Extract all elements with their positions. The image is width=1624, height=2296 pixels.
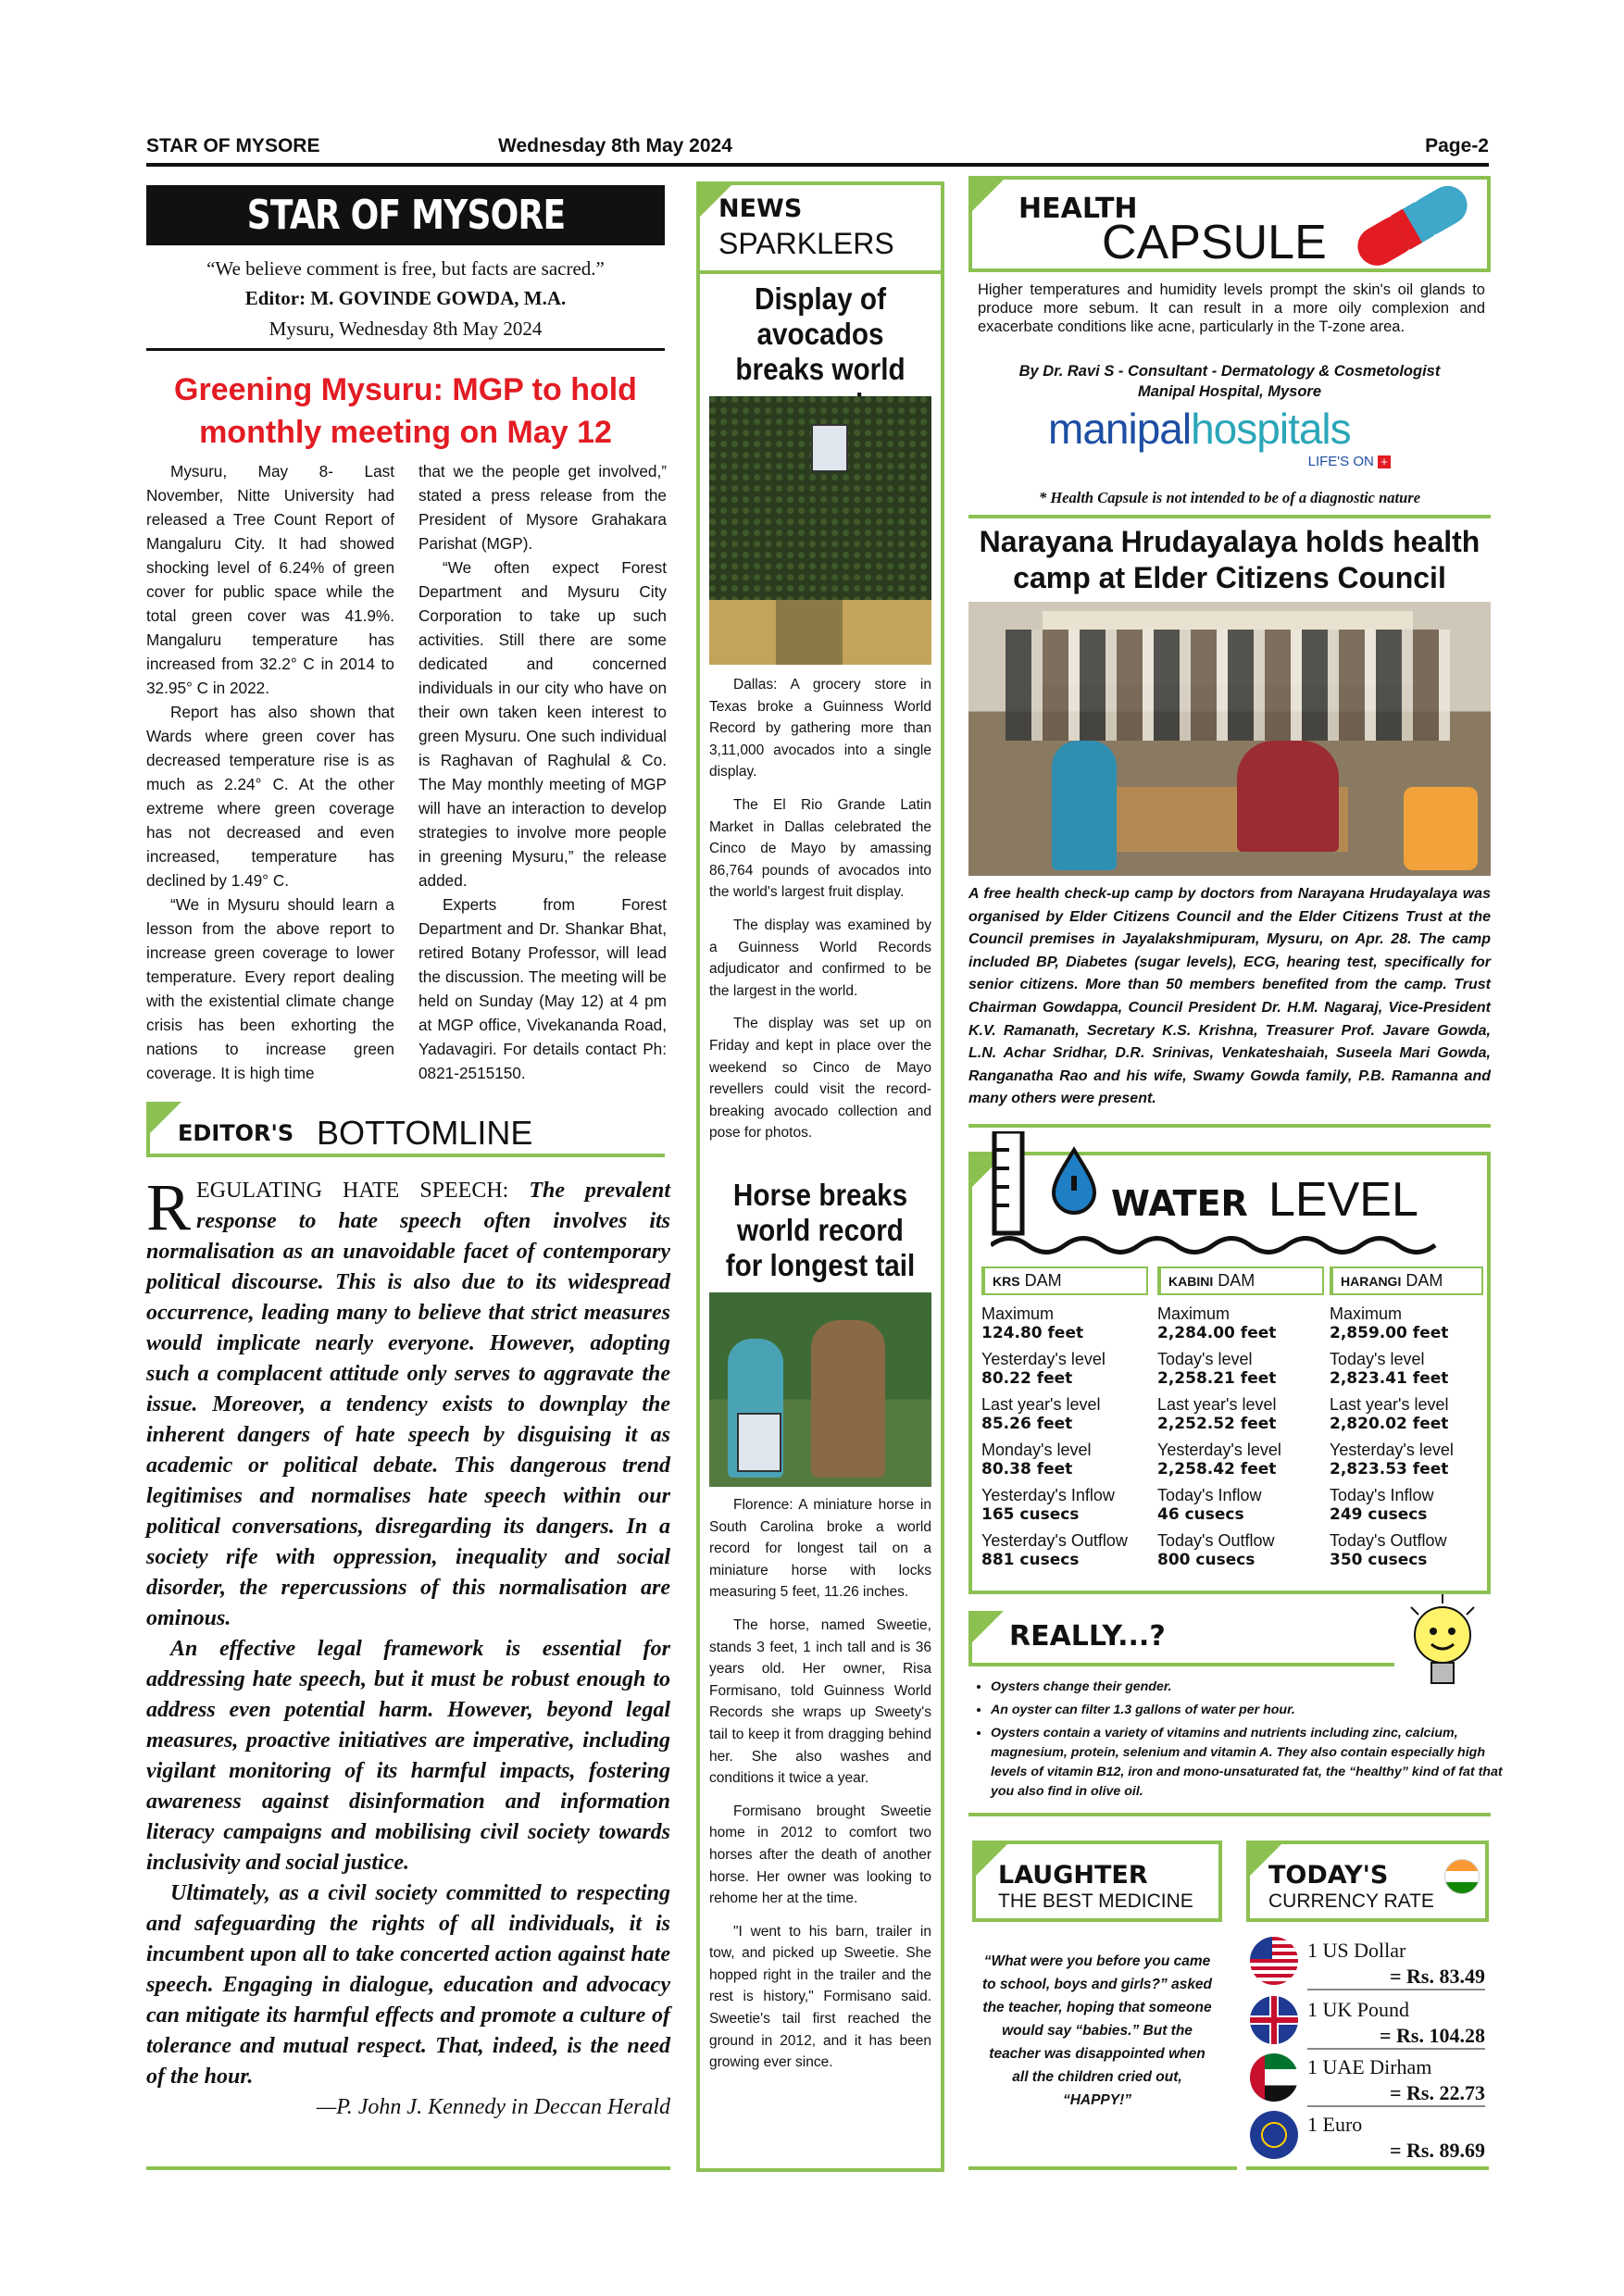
dam-harangi-dam: DAM <box>1405 1271 1443 1290</box>
dam-harangi-name: HARANGI <box>1341 1274 1402 1289</box>
kabini-today-value: 2,258.21 feet <box>1157 1369 1277 1388</box>
horse-story-text <box>709 1494 931 2074</box>
really-rule <box>968 1813 1491 1816</box>
lead-col1-para: Mysuru, May 8- Last November, Nitte University had released a Tree Count Report of Mangaluru City. It had showed shocking level of 6.24% of green cover for public space while the total green cover was 41.9%. Mangaluru temperature has increased from 32.2° C in 2014 to 32.95° C in 2022. <box>146 462 394 697</box>
lead-col1-para: “We in Mysuru should learn a lesson from the above report to increase green coverage to lower temperature. Every report dealing with the existential climate change crisis has been exhorting the nations to increase green coverage. It is high time <box>146 895 394 1082</box>
kabini-max-label: Maximum <box>1157 1304 1230 1323</box>
rate-eur-unit: 1 Euro <box>1307 2113 1363 2136</box>
bottomline-credit: —P. John J. Kennedy in Deccan Herald <box>316 2095 670 2119</box>
bottomline-para-1 <box>146 1170 670 1634</box>
harangi-today-value: 2,823.41 feet <box>1330 1369 1449 1388</box>
avocado-photo <box>709 396 931 665</box>
harangi-lastyear-value: 2,820.02 feet <box>1330 1415 1449 1433</box>
really-label-box <box>968 1611 1394 1666</box>
orange-chair <box>1404 787 1478 870</box>
water-label-bold: WATER <box>1111 1183 1248 1224</box>
bottomline-para-2: An effective legal framework is essential for addressing hate speech, but it must be robust enough to address even potential harm. However, beyond legal measures, proactive initiatives are imperative, including vigilant monitoring of its harmful impacts, fostering awareness against disinformation and information literacy campaigns and mobilising civil society towards inclusivity and social justice. <box>146 1637 670 1875</box>
kabini-yesterday-value: 2,258.42 feet <box>1157 1460 1277 1479</box>
masthead-banner <box>146 185 665 245</box>
kabini-max-value: 2,284.00 feet <box>1157 1324 1277 1342</box>
health-label-bold: HEALTH <box>1018 193 1138 225</box>
bottomline-label-bold: EDITOR'S <box>178 1120 294 1146</box>
masthead-rule <box>146 348 665 351</box>
krs-max-value: 124.80 feet <box>981 1324 1084 1342</box>
kabini-inflow-label: Today's Inflow <box>1157 1486 1262 1504</box>
health-label-box <box>968 176 1491 272</box>
currency-label-bold: TODAY'S <box>1268 1861 1389 1890</box>
kabini-today-label: Today's level <box>1157 1350 1253 1368</box>
really-fact: • Oysters contain a variety of vitamins and nutrients including zinc, calcium, magnesium, protein, selenium and vitamin A. They also contain especially high levels of vitamin B12, iron and mono-unsaturated fat, the “healthy” kind of fat that you also find in olive oil. <box>991 1724 1513 1802</box>
harangi-max-label: Maximum <box>1330 1304 1403 1323</box>
rate-usd-unit: 1 US Dollar <box>1307 1939 1406 1962</box>
us-flag-icon <box>1250 1937 1298 1985</box>
horse-figure <box>811 1320 885 1478</box>
health-byline-1: By Dr. Ravi S - Consultant - Dermatology & Cosmetologist <box>1018 363 1441 380</box>
manipal-logo-a: manipal <box>1048 405 1192 453</box>
uae-flag-icon <box>1250 2053 1298 2102</box>
avocado-crates <box>709 600 931 665</box>
plus-icon: + <box>1378 455 1391 468</box>
lead-col1-para: Report has also shown that Wards where green cover has decreased temperature rise is as much as 2.24° C. At the other extreme where green coverage has not decreased and even increased, temperature has declined by 1.49° C. <box>146 703 394 890</box>
header-page-number: Page-2 <box>1425 135 1489 156</box>
harangi-inflow-value: 249 cusecs <box>1330 1505 1428 1524</box>
krs-inflow-label: Yesterday's Inflow <box>981 1486 1115 1504</box>
harangi-lastyear-label: Last year's level <box>1330 1395 1449 1414</box>
rate-aed-unit: 1 UAE Dirham <box>1307 2055 1432 2078</box>
dam-kabini-dam: DAM <box>1218 1271 1255 1290</box>
uk-flag-icon <box>1250 1996 1298 2044</box>
dam-kabini-name: KABINI <box>1168 1274 1214 1289</box>
rate-aed-value: = Rs. 22.73 <box>1307 2081 1485 2107</box>
harangi-outflow-value: 350 cusecs <box>1330 1551 1428 1569</box>
krs-max-label: Maximum <box>981 1304 1055 1323</box>
rate-gbp-value: = Rs. 104.28 <box>1307 2024 1485 2050</box>
harangi-yesterday-label: Yesterday's level <box>1330 1441 1454 1459</box>
laughter-rule <box>968 2166 1237 2170</box>
bottomline-body <box>146 1170 670 2123</box>
manipal-logo-tag <box>1308 454 1391 469</box>
health-rule <box>968 515 1491 518</box>
dam-harangi-header <box>1330 1267 1483 1295</box>
dam-krs-name: KRS <box>993 1274 1020 1289</box>
avocado-para: The El Rio Grande Latin Market in Dallas celebrated the Cinco de Mayo by amassing 86,764 pounds of avocados into the world's largest fruit display. <box>709 796 931 901</box>
bottomline-lead-in: EGULATING HATE SPEECH: <box>196 1179 509 1203</box>
dam-krs-dam: DAM <box>1024 1271 1062 1290</box>
horse-photo <box>709 1292 931 1487</box>
harangi-today-label: Today's level <box>1330 1350 1425 1368</box>
avocado-headline: Display of avocados breaks world <box>735 281 906 386</box>
bottomline-dropcap: R <box>146 1170 192 1244</box>
harangi-inflow-label: Today's Inflow <box>1330 1486 1434 1504</box>
krs-lastyear-value: 85.26 feet <box>981 1415 1073 1433</box>
lead-column-1 <box>146 459 394 1085</box>
currency-label-box <box>1246 1841 1489 1922</box>
dam-kabini-column <box>1157 1267 1324 1577</box>
water-gauge-icon <box>981 1131 1130 1242</box>
india-flag-icon <box>1444 1859 1480 1894</box>
kabini-lastyear-label: Last year's level <box>1157 1395 1277 1414</box>
nurse-figure <box>1052 741 1117 870</box>
manipal-logo <box>1048 404 1418 478</box>
krs-monday-value: 80.38 feet <box>981 1460 1073 1479</box>
sparklers-label-light: SPARKLERS <box>718 227 894 260</box>
health-label-light: CAPSULE <box>1102 216 1327 269</box>
horse-para: The horse, named Sweetie, stands 3 feet, 1 inch tall and is 36 years old. Her owner, Risa Formisano, told Guinness World Records she wraps up Sweety's tail to keep it from dragging behind her. She also washes and conditions it twice a year. <box>709 1616 931 1787</box>
sparklers-label-bold: NEWS <box>718 194 803 223</box>
narayana-caption: A free health check-up camp by doctors from Narayana Hrudayalaya was organised by Elder Citizens Council and the Elder Citizens Trust at the Council premises in Jayalakshmipuram, Mysuru, on Apr. 28. The camp included BP, Diabetes (sugar levels), ECG, hearing test, specifically for senior citizens. More than 50 members benefited from the camp. Trust Chairman Gowdappa, Council President Dr. H.M. Nagaraj, Vice-President K.V. Ramanath, Secretary K.S. Krishna, Treasurer Prof. Javare Gowda, L.N. Achar Sridhar, D.R. Srinivas, Venkateshaiah, Suseela Mari Gowda, Ranganatha Rao and his wife, Swamy Gowda family, P.B. Ramanna and many others were present. <box>968 886 1491 1107</box>
page-header <box>146 135 1489 167</box>
standing-group <box>1006 630 1450 741</box>
health-corner-tab <box>972 180 1004 211</box>
manipal-tag-text: LIFE'S ON <box>1307 454 1374 469</box>
rate-gbp-unit: 1 UK Pound <box>1307 1998 1410 2021</box>
harangi-yesterday-value: 2,823.53 feet <box>1330 1460 1449 1479</box>
lead-headline: Greening Mysuru: MGP to hold monthly meeting on May 12 <box>174 372 637 450</box>
dam-kabini-header <box>1157 1267 1324 1295</box>
horse-para: "I went to his barn, trailer in tow, and picked up Sweetie. She hopped right in the trailer and the rest is history," Formisano said. Sweetie's tail first reached the ground in 2012, and it has been growing ever since. <box>709 1923 931 2071</box>
header-date: Wednesday 8th May 2024 <box>498 135 732 156</box>
capsule-pill-icon <box>1343 183 1481 267</box>
eu-flag-icon <box>1250 2111 1298 2159</box>
manipal-logo-b: hospitals <box>1191 405 1351 453</box>
sparklers-label-rule <box>700 270 941 274</box>
harangi-outflow-label: Today's Outflow <box>1330 1531 1447 1550</box>
lead-col2-para: Experts from Forest Department and Dr. Shankar Bhat, retired Botany Professor, will lead the discussion. The meeting will be held on Sunday (May 12) at 4 pm at MGP office, Vivekananda Road, Yadavagiri. For details contact Ph: 0821-2515150. <box>418 895 667 1082</box>
really-fact-list <box>968 1678 1513 1802</box>
kabini-inflow-value: 46 cusecs <box>1157 1505 1244 1524</box>
krs-lastyear-label: Last year's level <box>981 1395 1101 1414</box>
patient-figure <box>1237 741 1339 852</box>
currency-label-light: CURRENCY RATE <box>1268 1890 1434 1912</box>
krs-yesterday-value: 80.22 feet <box>981 1369 1073 1388</box>
kabini-lastyear-value: 2,252.52 feet <box>1157 1415 1277 1433</box>
lead-col2-para: that we the people get involved,” stated a press release from the President of Mysore Grahakara Parishat (MGP). <box>418 462 667 553</box>
bottomline-para-3: Ultimately, as a civil society committed to respecting and safeguarding the rights of all individuals, it is incumbent upon all to take concerted action against hate speech. Engaging in dialogue, education and advocacy can mitigate its harmful effects and promote a culture of tolerance and mutual respect. That, indeed, is the need of the hour. <box>146 1881 670 2089</box>
dam-krs-header <box>981 1267 1148 1295</box>
really-fact: • Oysters change their gender. <box>991 1678 1513 1697</box>
krs-outflow-label: Yesterday's Outflow <box>981 1531 1128 1550</box>
currency-rule <box>1246 2166 1489 2170</box>
kabini-outflow-value: 800 cusecs <box>1157 1551 1255 1569</box>
water-waves-icon <box>991 1227 1454 1264</box>
avocado-story-text <box>709 674 931 1144</box>
header-paper-name: STAR OF MYSORE <box>146 135 320 156</box>
water-label-light: LEVEL <box>1268 1173 1418 1227</box>
krs-inflow-value: 165 cusecs <box>981 1505 1080 1524</box>
guinness-certificate-icon <box>737 1413 781 1472</box>
bottomline-rule <box>146 2166 670 2170</box>
krs-monday-label: Monday's level <box>981 1441 1092 1459</box>
really-corner-tab <box>972 1611 1004 1642</box>
narayana-photo <box>968 602 1491 876</box>
health-text: Higher temperatures and humidity levels prompt the skin's oil glands to produce more sebum. It can result in a more oily complexion and exacerbate conditions like acne, particularly in the T-zone area. <box>978 281 1485 335</box>
dam-harangi-column <box>1330 1267 1483 1577</box>
rate-usd-value: = Rs. 83.49 <box>1307 1965 1485 1990</box>
harangi-max-value: 2,859.00 feet <box>1330 1324 1449 1342</box>
health-disclaimer: * Health Capsule is not intended to be of a diagnostic nature <box>1038 489 1421 506</box>
masthead-motto: “We believe comment is free, but facts are sacred.” <box>206 257 605 280</box>
rate-eur-value: = Rs. 89.69 <box>1390 2139 1485 2162</box>
masthead-title: STAR OF MYSORE <box>246 192 565 239</box>
narayana-rule <box>968 1124 1491 1128</box>
kabini-outflow-label: Today's Outflow <box>1157 1531 1275 1550</box>
guinness-certificate-icon <box>811 424 848 472</box>
bottomline-p1: The prevalent response to hate speech often involves its normalisation as an unavoidable facet of contemporary political discourse. This is also due to its widespread occurrence, leading many to believe that strict measures would implicate nearly everyone. However, adopting such a complacent attitude only serves to aggravate the issue. Moreover, a tendency exists to downplay the inherent dangers of hate speech by disguising it as academic or political debate. This dangerous trend legitimises and normalises hate speech within our political conversations, disregarding its dangers. In a society rife with oppression, inequality and social disorder, the repercussions of this normalisation are ominous. <box>146 1179 670 1630</box>
krs-outflow-value: 881 cusecs <box>981 1551 1080 1569</box>
avocado-para: The display was set up on Friday and kept in place over the weekend so Cinco de Mayo revellers could visit the record-breaking avocado collection and pose for photos. <box>709 1016 931 1142</box>
lead-column-2 <box>418 459 667 1085</box>
lead-col2-para: “We often expect Forest Department and Mysuru City Corporation to take up such activities. Still there are some dedicated and concerned individuals in our city who have on their own taken keen interest to green Mysuru. One such individual is Raghavan of Raghulal & Co. The May monthly meeting of MGP will have an interaction to develop strategies to involve more people in greening Mysuru,” the release added. <box>418 558 667 890</box>
really-fact: • An oyster can filter 1.3 gallons of water per hour. <box>991 1701 1513 1720</box>
horse-para: Formisano brought Sweetie home in 2012 to comfort two horses after the death of another horse. Her owner was looking to rehome her at the time. <box>709 1803 931 1907</box>
masthead-dateline: Mysuru, Wednesday 8th May 2024 <box>269 318 543 340</box>
horse-headline: Horse breaks world record for longest tail <box>725 1178 916 1282</box>
masthead-editor: Editor: M. GOVINDE GOWDA, M.A. <box>244 287 567 309</box>
kabini-yesterday-label: Yesterday's level <box>1157 1441 1281 1459</box>
avocado-para: Dallas: A grocery store in Texas broke a Guinness World Record by gathering more than 3,11,000 avocados into a single display. <box>709 677 931 780</box>
laughter-label-light: THE BEST MEDICINE <box>998 1890 1193 1912</box>
laughter-joke: “What were you before you came to school, boys and girls?” asked the teacher, hoping that someone would say “babies.” But the teacher was disappointed when all the children cried out, “HAPPY!” <box>981 1953 1213 2108</box>
dam-krs-column <box>981 1267 1148 1577</box>
laughter-label-box <box>972 1841 1222 1922</box>
bottomline-corner-tab <box>150 1102 181 1133</box>
laughter-label-bold: LAUGHTER <box>998 1861 1148 1890</box>
narayana-headline: Narayana Hrudayalaya holds health camp at Elder Citizens Council <box>979 525 1480 594</box>
horse-para: Florence: A miniature horse in South Carolina broke a world record for longest tail on a miniature horse with locks measuring 5 feet, 11.26 inches. <box>709 1497 931 1601</box>
health-byline-2: Manipal Hospital, Mysore <box>1137 383 1322 400</box>
avocado-para: The display was examined by a Guinness World Records adjudicator and confirmed to be the largest in the world. <box>709 917 931 999</box>
bottomline-label-light: BOTTOMLINE <box>317 1114 533 1152</box>
really-label: REALLY...? <box>1009 1620 1166 1653</box>
krs-yesterday-label: Yesterday's level <box>981 1350 1106 1368</box>
bottomline-label-box <box>146 1102 665 1157</box>
